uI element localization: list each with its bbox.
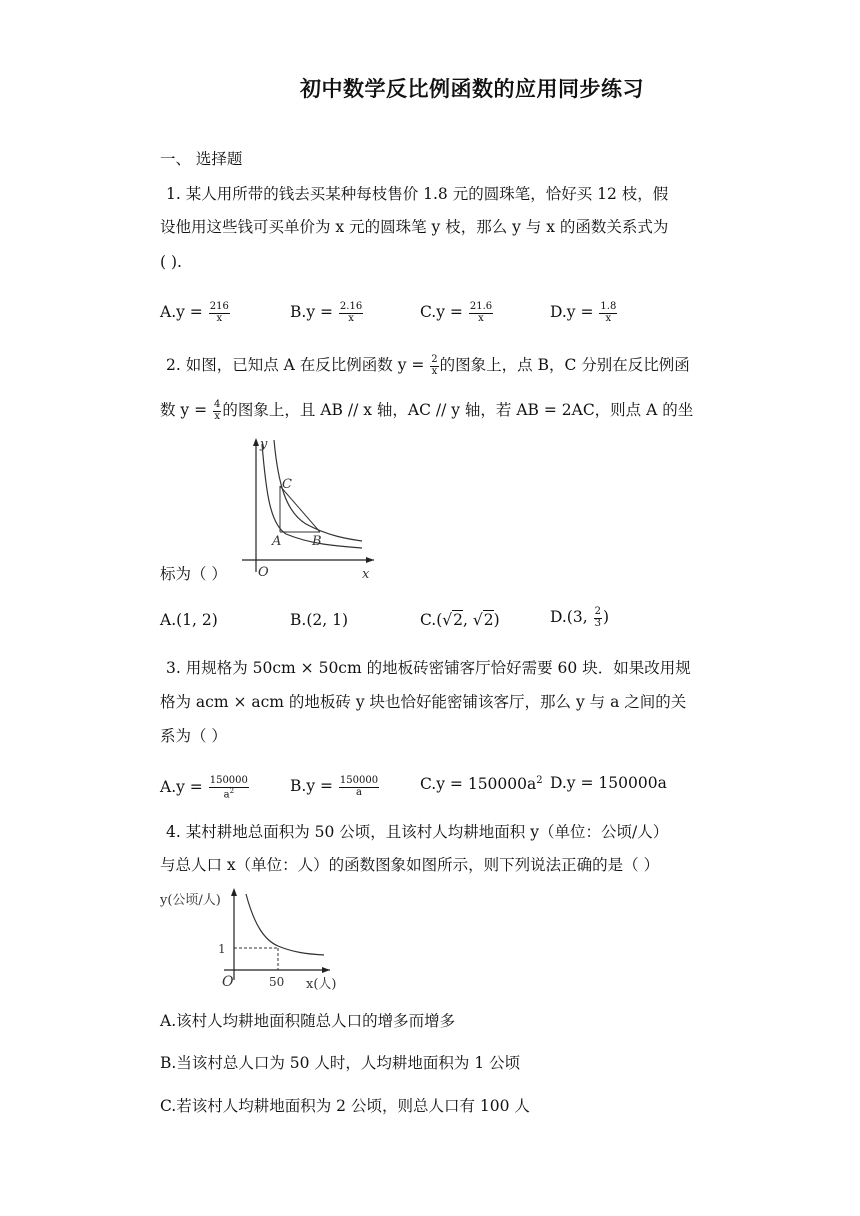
q1-line1: 1. 某人用所带的钱去买某种每枝售价 1.8 元的圆珠笔，恰好买 12 枝，假: [166, 185, 669, 203]
q4-graph-figure: [158, 884, 348, 996]
q2-line1: [166, 355, 690, 377]
fig-origin-label: O: [258, 565, 269, 580]
sqrt-radicand: 2: [453, 611, 464, 629]
q3-line3: 系为（ ）: [160, 727, 227, 745]
q1-option-d[interactable]: [550, 302, 618, 324]
numerator: 150000: [209, 775, 248, 786]
q2-line3: 标为（ ）: [160, 565, 227, 583]
denominator: a: [356, 786, 362, 798]
numerator: 1.8: [600, 301, 617, 312]
fig-y-label: y: [260, 437, 268, 452]
q1-line2: 设他用这些钱可买单价为 x 元的圆珠笔 y 枝，那么 y 与 x 的函数关系式为: [160, 218, 669, 236]
fraction: [594, 607, 602, 629]
y-axis-arrow: [253, 438, 259, 446]
fig-point-a: A: [272, 534, 282, 549]
q2-text: 的图象上，且 AB // x 轴，AC // y 轴，若 AB = 2AC，则点 A 的坐: [222, 401, 694, 419]
option-text: C.(: [420, 611, 443, 629]
sqrt-sign: √: [442, 611, 453, 629]
option-prefix: A.y =: [160, 303, 208, 321]
fraction: [469, 302, 493, 324]
fraction: [430, 355, 438, 377]
fraction: [213, 400, 221, 422]
q3-option-b[interactable]: [290, 776, 380, 798]
q1-option-a[interactable]: [160, 302, 231, 324]
q4-option-b[interactable]: B.当该村总人口为 50 人时，人均耕地面积为 1 公顷: [160, 1054, 521, 1072]
q2-option-b[interactable]: B.(2, 1): [290, 611, 348, 629]
q1-option-b[interactable]: [290, 302, 364, 324]
numerator: 2: [431, 354, 438, 365]
denominator: x: [431, 365, 438, 377]
fig-tick-50: 50: [269, 975, 285, 989]
q2-text: 的图象上，点 B，C 分别在反比例函: [439, 356, 690, 374]
page-title: 初中数学反比例函数的应用同步练习: [300, 76, 644, 101]
option-text: D.(3,: [550, 608, 593, 626]
fraction: [209, 302, 230, 324]
sqrt-sign: √: [472, 611, 483, 629]
fig-x-label: x(人): [306, 977, 337, 992]
denominator-base: a: [223, 788, 230, 800]
q3-option-a[interactable]: [160, 776, 250, 800]
q4-line1: 4. 某村耕地总面积为 50 公顷，且该村人均耕地面积 y（单位：公顷/人）: [166, 823, 669, 841]
q4-line2: 与总人口 x（单位：人）的函数图象如图所示，则下列说法正确的是（ ）: [160, 856, 660, 874]
fig-x-label: x: [362, 567, 370, 582]
denominator: x: [478, 312, 484, 324]
sqrt-radicand: 2: [483, 611, 494, 629]
q4-option-c[interactable]: C.若该村人均耕地面积为 2 公顷，则总人口有 100 人: [160, 1097, 530, 1115]
fraction: [339, 776, 379, 798]
q2-text: 数 y =: [160, 401, 213, 419]
exponent: 2: [536, 775, 543, 786]
fraction: [599, 302, 617, 324]
option-prefix: B.y =: [290, 777, 338, 795]
q4-option-a[interactable]: A.该村人均耕地面积随总人口的增多而增多: [160, 1012, 456, 1030]
denominator: x: [348, 312, 354, 324]
y-axis-arrow: [231, 888, 237, 896]
x-axis-arrow: [366, 557, 374, 563]
denominator: x: [214, 410, 221, 422]
x-axis-arrow: [322, 967, 330, 973]
option-prefix: D.y =: [550, 303, 599, 321]
denominator-exponent: 2: [229, 786, 235, 795]
section-heading: 一、 选择题: [160, 150, 243, 168]
option-prefix: C.y =: [420, 303, 468, 321]
option-text: C.y = 150000a: [420, 775, 537, 794]
curve-y-50-over-x: [246, 894, 324, 955]
option-text: ,: [463, 611, 473, 629]
numerator: 21.6: [469, 301, 493, 312]
q2-line2: [160, 400, 693, 422]
option-prefix: B.y =: [290, 303, 338, 321]
q2-text: 2. 如图，已知点 A 在反比例函数 y =: [166, 356, 430, 374]
q2-option-c[interactable]: [420, 613, 500, 629]
numerator: 216: [209, 301, 229, 312]
q3-line1: 3. 用规格为 50cm × 50cm 的地板砖密铺客厅恰好需要 60 块．如果改用规: [166, 659, 691, 677]
option-text: ): [493, 611, 500, 629]
fraction: [209, 776, 249, 800]
q3-option-c[interactable]: [420, 776, 543, 793]
q2-option-a[interactable]: A.(1, 2): [160, 611, 218, 629]
denominator: x: [216, 312, 223, 324]
option-text: ): [602, 608, 610, 626]
denominator: 3: [594, 617, 601, 629]
segment-bc: [280, 486, 320, 532]
numerator: 150000: [339, 775, 379, 786]
denominator: [223, 788, 235, 801]
q2-hyperbola-figure: [230, 432, 380, 582]
fig-y-label: y(公顷/人): [160, 893, 221, 908]
q1-option-c[interactable]: [420, 302, 494, 324]
q2-option-d[interactable]: [550, 607, 609, 629]
fig-point-b: B: [312, 534, 322, 549]
q3-option-d[interactable]: D.y = 150000a: [550, 774, 667, 792]
fraction: [339, 302, 363, 324]
q1-line3: ( ).: [160, 253, 182, 271]
numerator: 2.16: [339, 301, 363, 312]
q3-line2: 格为 acm × acm 的地板砖 y 块也恰好能密铺该客厅，那么 y 与 a 之间的关: [160, 693, 687, 711]
numerator: 4: [214, 399, 221, 410]
fig-tick-1: 1: [218, 942, 226, 956]
denominator: x: [605, 312, 612, 324]
fig-point-c: C: [282, 477, 292, 492]
fig-origin-label: O: [222, 974, 234, 990]
numerator: 2: [594, 606, 601, 617]
option-prefix: A.y =: [160, 778, 208, 797]
